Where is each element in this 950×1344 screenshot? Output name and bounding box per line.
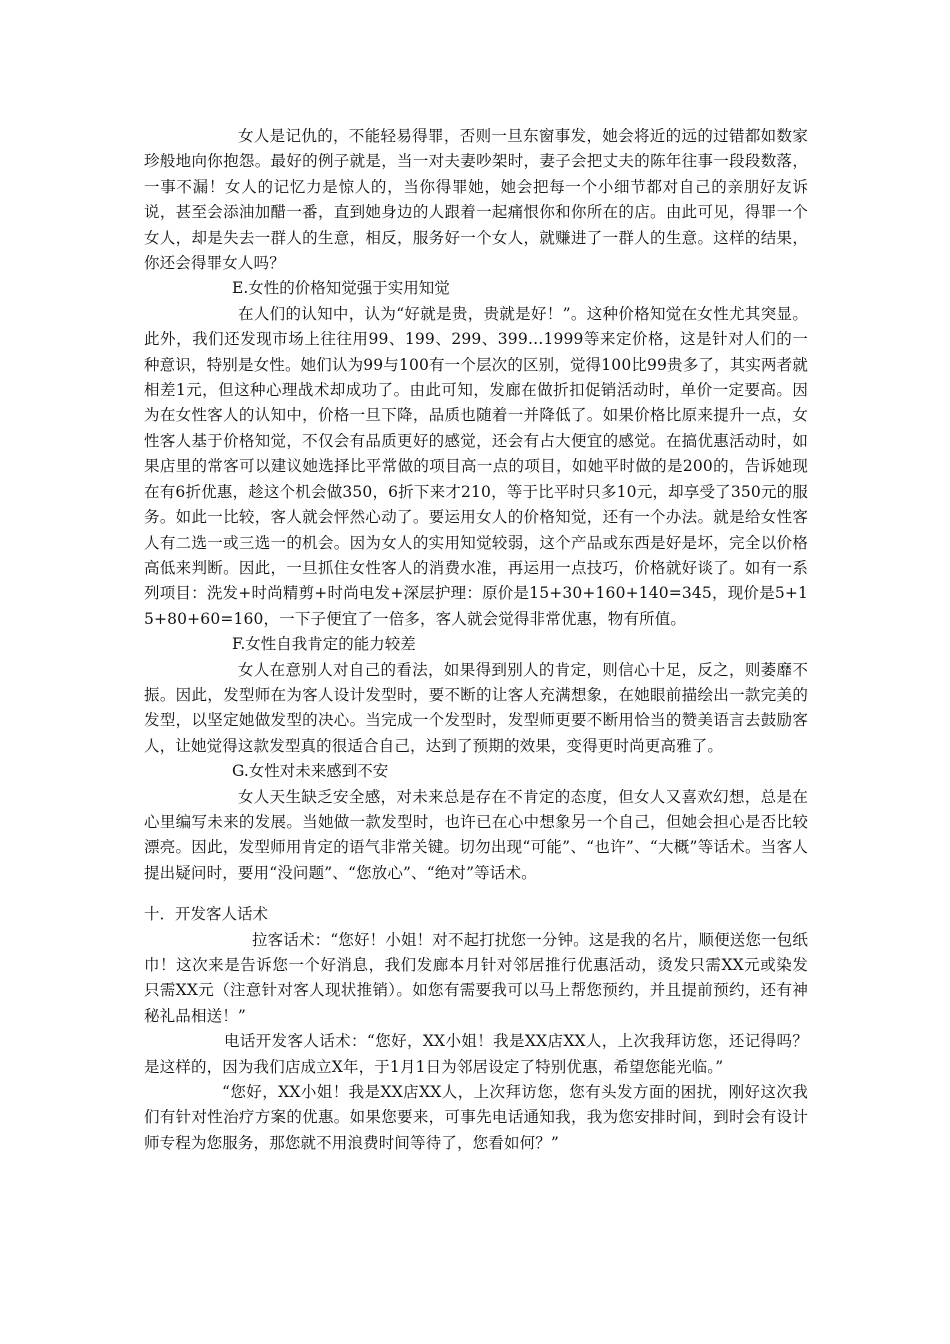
paragraph-phone-pitch-1: 电话开发客人话术：“您好，XX小姐！我是XX店XX人，上次我拜访您，还记得吗？是这样的，因为我们店成立X年，于1月1日为邻居设定了特别优惠，希望您能光临。” bbox=[144, 1032, 808, 1076]
section-heading-g: G.女性对未来感到不安 bbox=[232, 762, 389, 781]
section-heading-e: E.女性的价格知觉强于实用知觉 bbox=[232, 279, 450, 298]
paragraph-women-hold-grudges: 女人是记仇的，不能轻易得罪，否则一旦东窗事发，她会将近的远的过错都如数家珍般地向你抱怨。最好的例子就是，当一对夫妻吵架时，妻子会把丈夫的陈年往事一段段数落，一事不漏！女人的记忆力是惊人的，当你得罪她，她会把每一个小细节都对自己的亲朋好友诉说，甚至会添油加醋一番，直到她身边的人跟着一起痛恨你和你所在的店。由此可见，得罪一个女人，却是失去一群人的生意，相反，服务好一个女人，就赚进了一群人的生意。这样的结果，你还会得罪女人吗？ bbox=[144, 127, 808, 273]
section-heading-10: 十．开发客人话术 bbox=[144, 905, 269, 924]
paragraph-future-anxiety: 女人天生缺乏安全感，对未来总是存在不肯定的态度，但女人又喜欢幻想，总是在心里编写未来的发展。当她做一款发型时，也许已在心中想象另一个自己，但她会担心是否比较漂亮。因此，发型师用肯定的语气非常关键。切勿出现“可能”、“也许”、“大概”等话术。当客人提出疑问时，要用“没问题”、“您放心”、“绝对”等话术。 bbox=[144, 787, 808, 882]
paragraph-price-perception: 在人们的认知中，认为“好就是贵，贵就是好！”。这种价格知觉在女性尤其突显。此外，我们还发现市场上往往用99、199、299、399…1999等来定价格，这是针对人们的一种意识，特别是女性。她们认为99与100有一个层次的区别，觉得100比99贵多了，其实两者就相差1元，但这种心理战术却成功了。由此可知，发廊在做折扣促销活动时，单价一定要高。因为在女性客人的认知中，价格一旦下降，品质也随着一并降低了。如果价格比原来提升一点，女性客人基于价格知觉，不仅会有品质更好的感觉，还会有占大便宜的感觉。在搞优惠活动时，如果店里的常客可以建议她选择比平常做的项目高一点的项目，如她平时做的是200的，告诉她现在有6折优惠，趁这个机会做350，6折下来才210，等于比平时只多10元，却享受了350元的服务。如此一比较，客人就会怦然心动了。要运用女人的价格知觉，还有一个办法。就是给女性客人有二选一或三选一的机会。因为女人的实用知觉较弱，这个产品或东西是好是坏，完全以价格高低来判断。因此，一旦抓住女性客人的消费水准，再运用一点技巧，价格就好谈了。如有一系列项目：洗发+时尚精剪+时尚电发+深层护理：原价是15+30+160+140=345，现价是5+15+80+60=160，一下子便宜了一倍多，客人就会觉得非常优惠，物有所值。 bbox=[144, 304, 808, 628]
section-heading-f: F.女性自我肯定的能力较差 bbox=[232, 635, 416, 654]
document-body bbox=[144, 124, 808, 1156]
paragraph-self-affirmation: 女人在意别人对自己的看法，如果得到别人的肯定，则信心十足，反之，则萎靡不振。因此，发型师在为客人设计发型时，要不断的让客人充满想象，在她眼前描绘出一款完美的发型，以坚定她做发型的决心。当完成一个发型时，发型师更要不断用恰当的赞美语言去鼓励客人，让她觉得这款发型真的很适合自己，达到了预期的效果，变得更时尚更高雅了。 bbox=[144, 660, 808, 755]
paragraph-phone-pitch-2: “您好，XX小姐！我是XX店XX人，上次拜访您，您有头发方面的困扰，刚好这次我们有针对性治疗方案的优惠。如果您要来，可事先电话通知我，我为您安排时间，到时会有设计师专程为您服务，那您就不用浪费时间等待了，您看如何？” bbox=[144, 1083, 808, 1152]
paragraph-street-pitch: 拉客话术：“您好！小姐！对不起打扰您一分钟。这是我的名片，顺便送您一包纸巾！这次来是告诉您一个好消息，我们发廊本月针对邻居推行优惠活动，烫发只需XX元或染发只需XX元（注意针对客人现状推销）。如您有需要我可以马上帮您预约，并且提前预约，还有神秘礼品相送！” bbox=[144, 930, 808, 1025]
